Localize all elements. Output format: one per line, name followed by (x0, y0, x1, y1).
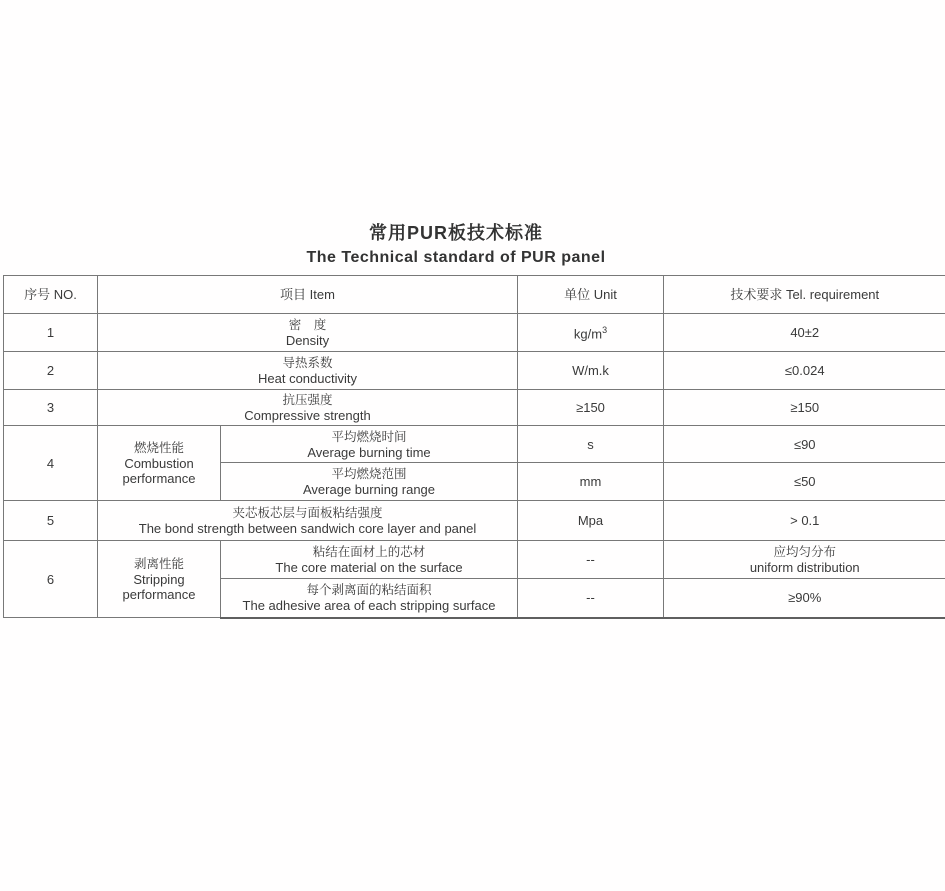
requirement-en: uniform distribution (749, 560, 860, 575)
requirement-text: ≤0.024 (784, 363, 825, 378)
cell-no (4, 501, 98, 541)
cell-no (4, 390, 98, 426)
group-zh: 燃烧性能 (133, 441, 184, 455)
item-zh: 每个剥离面的粘结面积 (306, 583, 432, 598)
cell-requirement (664, 463, 945, 501)
cell-requirement (664, 501, 945, 541)
item-en: Density (285, 333, 330, 348)
cell-requirement (664, 352, 945, 390)
group-zh: 剥离性能 (133, 557, 184, 571)
table-row (4, 426, 945, 463)
cell-unit (518, 390, 664, 426)
cell-item (221, 579, 518, 618)
item-en: The core material on the surface (275, 560, 463, 575)
item-zh: 导热系数 (282, 356, 333, 370)
unit-text: -- (586, 590, 595, 606)
cell-no (4, 314, 98, 352)
item-en: Average burning range (302, 482, 436, 497)
unit-text: -- (586, 552, 595, 567)
requirement-text: ≤90 (793, 436, 816, 452)
item-en: Heat conductivity (258, 371, 357, 386)
row-number: 5 (46, 513, 55, 528)
row-number: 1 (46, 325, 55, 340)
item-zh: 抗压强度 (282, 393, 333, 407)
cell-unit (518, 352, 664, 390)
cell-item (221, 426, 518, 463)
document-title-en: The Technical standard of PUR panel (306, 249, 606, 266)
cell-item (98, 501, 518, 541)
cell-group (98, 426, 221, 501)
requirement-text: ≤50 (793, 474, 816, 489)
group-en: Stripping performance (122, 572, 196, 602)
requirement-text: > 0.1 (790, 513, 820, 528)
cell-unit (518, 501, 664, 541)
cell-unit (518, 314, 664, 352)
cell-unit (518, 541, 664, 579)
header-requirement (664, 276, 945, 314)
table-row (4, 541, 945, 579)
requirement-zh: 应均匀分布 (773, 545, 836, 559)
cell-no (4, 541, 98, 618)
document-title (0, 219, 912, 267)
header-no (4, 276, 98, 314)
cell-item (98, 390, 518, 426)
cell-requirement (664, 426, 945, 463)
item-zh: 夹芯板芯层与面板粘结强度 (232, 506, 383, 520)
unit-text: kg/m (573, 326, 603, 342)
cell-requirement (664, 579, 945, 618)
header-requirement-label: 技术要求 Tel. requirement (730, 287, 880, 302)
header-no-label: 序号 NO. (24, 287, 77, 302)
table-row (4, 501, 945, 541)
item-zh: 平均燃烧时间 (331, 429, 407, 444)
cell-unit (518, 579, 664, 618)
item-en: The bond strength between sandwich core layer and panel (138, 521, 477, 536)
item-en: Compressive strength (244, 408, 371, 423)
unit-superscript: 3 (602, 325, 608, 336)
cell-unit (518, 426, 664, 463)
table-row (4, 352, 945, 390)
spec-table (3, 275, 945, 619)
table-header-row (4, 276, 945, 314)
unit-text: ≥150 (576, 400, 605, 415)
cell-no (4, 352, 98, 390)
group-en: Combustion performance (122, 456, 196, 486)
cell-item (98, 314, 518, 352)
cell-no (4, 426, 98, 501)
item-en: Average burning time (307, 444, 431, 460)
requirement-text: ≥150 (790, 400, 820, 415)
unit-text: s (587, 436, 594, 452)
row-number: 2 (46, 363, 55, 378)
row-number: 4 (46, 455, 55, 471)
header-unit (518, 276, 664, 314)
requirement-text: ≥90% (788, 590, 822, 606)
cell-item (221, 541, 518, 579)
header-item (98, 276, 518, 314)
row-number: 6 (46, 571, 55, 587)
item-zh: 粘结在面材上的芯材 (312, 545, 426, 559)
cell-item (221, 463, 518, 501)
cell-item (98, 352, 518, 390)
item-en: The adhesive area of each stripping surface (242, 598, 496, 614)
requirement-text: 40±2 (790, 325, 820, 340)
unit-text: Mpa (577, 513, 604, 528)
header-item-label: 项目 Item (280, 287, 335, 302)
item-zh: 平均燃烧范围 (331, 467, 407, 481)
cell-requirement (664, 541, 945, 579)
table-row (4, 314, 945, 352)
cell-group (98, 541, 221, 618)
unit-text: W/m.k (572, 363, 609, 378)
item-zh: 密 度 (288, 318, 327, 332)
cell-requirement (664, 390, 945, 426)
unit-text: mm (579, 474, 602, 489)
document-title-zh: 常用PUR板技术标准 (368, 223, 543, 243)
row-number: 3 (46, 400, 55, 415)
header-unit-label: 单位 Unit (564, 287, 617, 302)
cell-requirement (664, 314, 945, 352)
cell-unit (518, 463, 664, 501)
table-row (4, 390, 945, 426)
